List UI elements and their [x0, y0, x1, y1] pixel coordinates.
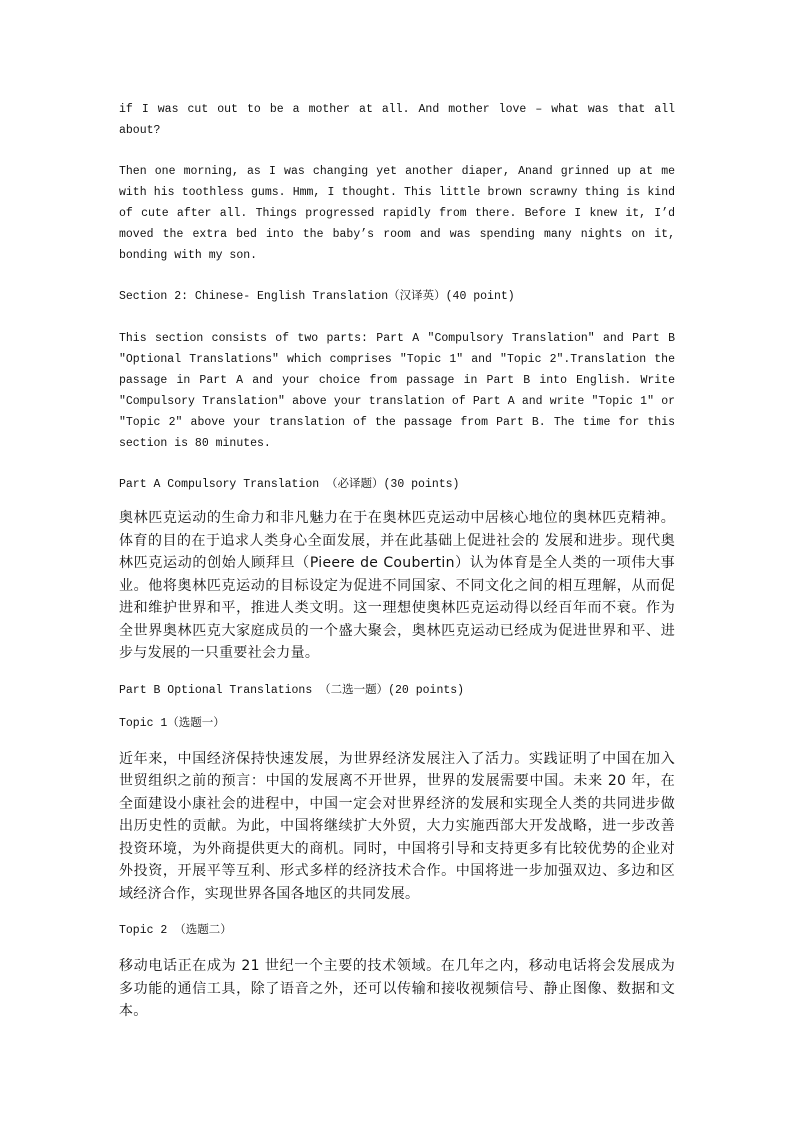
topic-1-heading: Topic 1（选题一） — [119, 716, 225, 730]
document-page — [119, 99, 675, 1023]
section-2-heading: Section 2: Chinese- English Translation（汉译英）(40 point) — [119, 290, 515, 303]
topic-2-heading: Topic 2 （选题二） — [119, 924, 232, 937]
paragraph-diaper-story: Then one morning, as I was changing yet another diaper, Anand grinned up at me with his toothless gums. Hmm, I thought. This little brown scrawny thing is kind of cute after all. Things progressed rapidly from there. Before I knew it, I’d moved the extra bed into the baby’s room and was spending many nights on it, bonding with my son. — [119, 165, 675, 262]
paragraph-mother-love: if I was cut out to be a mother at all. And mother love – what was that all about? — [119, 103, 675, 137]
part-a-passage: 奥林匹克运动的生命力和非凡魅力在于在奥林匹克运动中居核心地位的奥林匹克精神。体育的目的在于追求人类身心全面发展，并在此基础上促进社会的 发展和进步。现代奥林匹克运动的创始人顾拜旦（Pieere de Coubertin）认为体育是全人类的一项伟大事业。他将奥林匹克运动的目标设定为促进不同国家、不同文化之间的相互理解，从而促进和维护世界和平，推进人类文明。这一理想使奥林匹克运动得以经百年而不衰。作为全世界奥林匹克大家庭成员的一个盛大聚会，奥林匹克运动已经成为促进世界和平、进步与发展的一只重要社会力量。 — [119, 510, 675, 661]
topic-1-passage: 近年来，中国经济保持快速发展，为世界经济发展注入了活力。实践证明了中国在加入世贸组织之前的预言：中国的发展离不开世界，世界的发展需要中国。未来 20 年，在全面建设小康社会的进程中，中国一定会对世界经济的发展和实现全人类的共同进步做出历史性的贡献。为此，中国将继续扩大外贸，大力实施西部大开发战略，进一步改善投资环境，为外商提供更大的商机。同时，中国将引导和支持更多有比较优势的企业对外投资，开展平等互利、形式多样的经济技术合作。中国将进一步加强双边、多边和区域经济合作，实现世界各国各地区的共同发展。 — [119, 750, 675, 902]
part-a-heading: Part A Compulsory Translation （必译题）(30 points) — [119, 478, 460, 491]
part-b-heading: Part B Optional Translations （二选一题）(20 points) — [119, 683, 465, 697]
section-2-instructions: This section consists of two parts: Part A "Compulsory Translation" and Part B "Optional Translations" which comprises "Topic 1" and "Topic 2".Translation the passage in Part A and your choice from passage in Part B into English. Write "Compulsory Translation" above your translation of Part A and write "Topic 1" or "Topic 2" above your translation of the passage from Part B. The time for this section is 80 minutes. — [119, 332, 675, 450]
topic-2-passage: 移动电话正在成为 21 世纪一个主要的技术领域。在几年之内，移动电话将会发展成为多功能的通信工具，除了语音之外，还可以传输和接收视频信号、静止图像、数据和文本。 — [119, 958, 675, 1019]
